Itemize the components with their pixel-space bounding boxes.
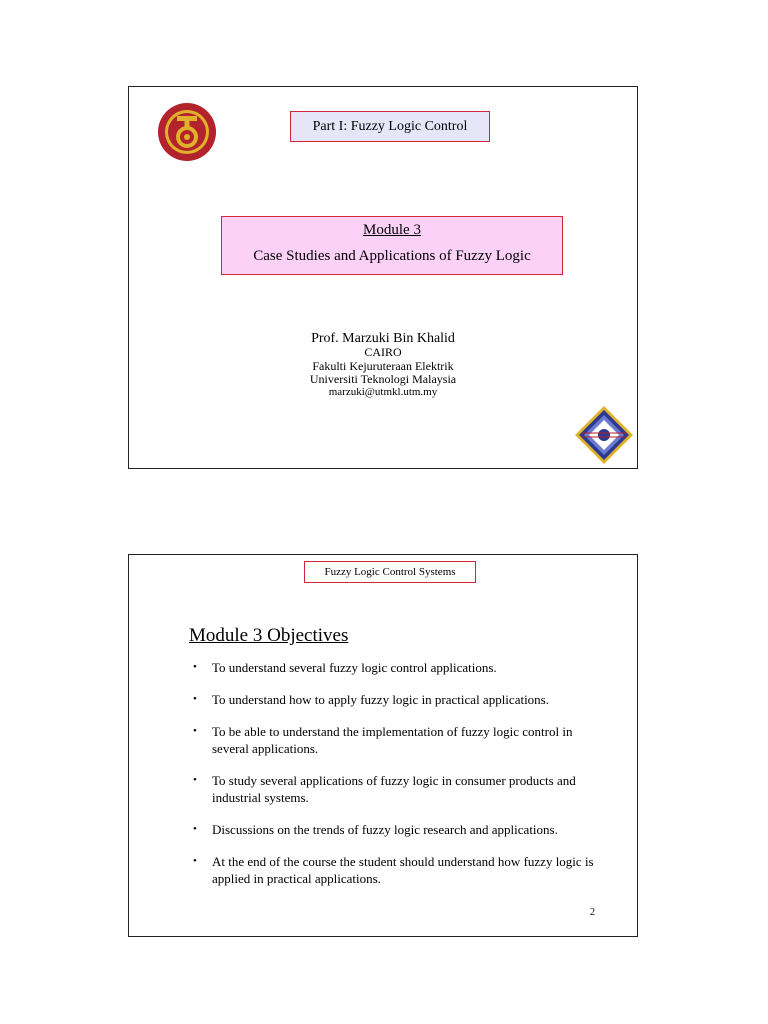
author-university: Universiti Teknologi Malaysia <box>309 371 457 386</box>
list-item: • To understand several fuzzy logic control applications. <box>191 659 601 676</box>
part-title-box <box>290 111 490 142</box>
university-crest-icon <box>157 102 217 162</box>
list-item: • To study several applications of fuzzy logic in consumer products and industrial systems. <box>191 772 601 806</box>
author-unit: CAIRO <box>364 345 402 360</box>
slide-header-box <box>304 561 476 583</box>
module-subtitle: Case Studies and Applications of Fuzzy Logic <box>253 248 531 264</box>
slide-1 <box>128 86 638 469</box>
slide-2 <box>128 554 638 937</box>
objectives-title: Module 3 Objectives <box>189 625 349 646</box>
list-item: • To understand how to apply fuzzy logic in practical applications. <box>191 691 601 708</box>
module-title: Module 3 <box>363 222 421 238</box>
objectives-list <box>191 659 601 887</box>
list-item: • Discussions on the trends of fuzzy logic research and applications. <box>191 821 601 838</box>
list-item: • At the end of the course the student should understand how fuzzy logic is applied in practical applications. <box>191 853 601 887</box>
author-faculty: Fakulti Kejuruteraan Elektrik <box>312 358 454 373</box>
slide-header: Fuzzy Logic Control Systems <box>324 566 456 578</box>
list-item: • To be able to understand the implementation of fuzzy logic control in several applications. <box>191 723 601 757</box>
author-block <box>129 331 637 398</box>
author-name: Prof. Marzuki Bin Khalid <box>311 331 455 346</box>
page-number: 2 <box>590 907 595 918</box>
module-title-box <box>221 216 563 275</box>
author-email: marzuki@utmkl.utm.my <box>328 385 438 398</box>
cairo-diamond-logo-icon <box>574 405 634 465</box>
part-title: Part I: Fuzzy Logic Control <box>312 118 468 134</box>
